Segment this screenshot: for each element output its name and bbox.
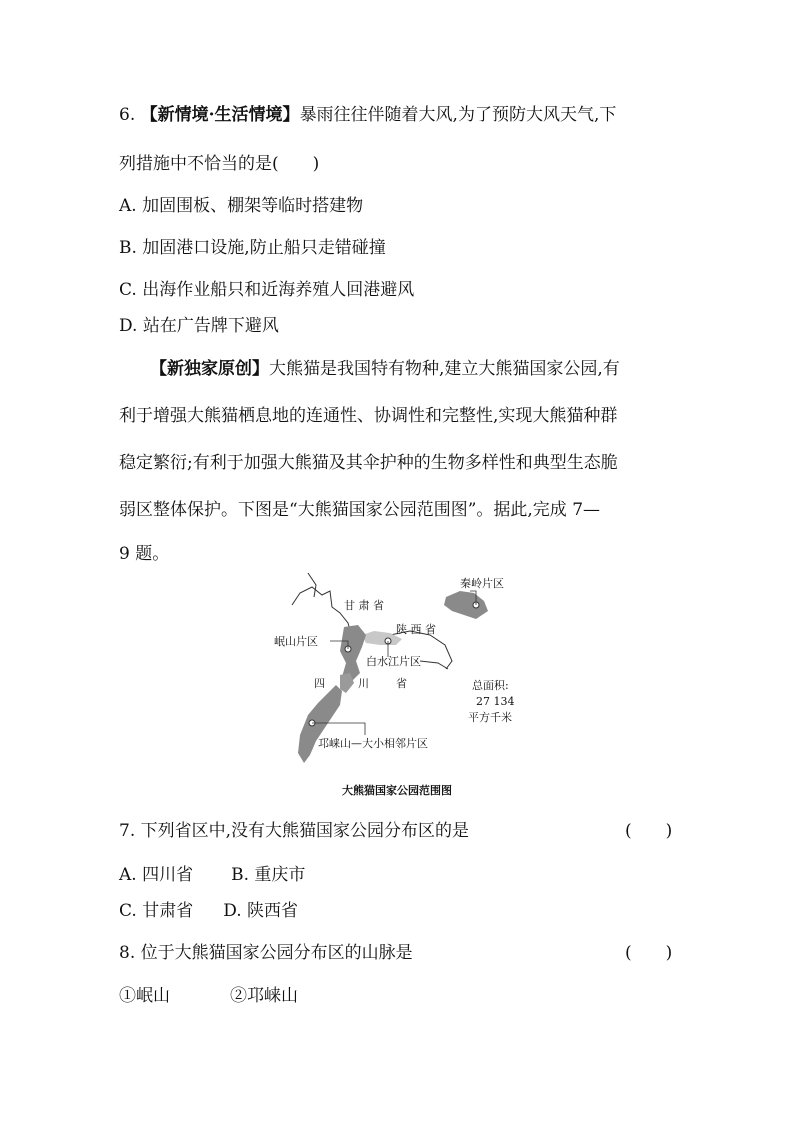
passage-tag: 【新独家原创】 xyxy=(150,359,269,379)
sichuan-border xyxy=(420,661,448,669)
passage-line4: 弱区整体保护。下图是“大熊猫国家公园范围图”。据此,完成 7— xyxy=(119,500,601,520)
q8-answer-paren: ( ) xyxy=(625,943,673,963)
q7-options-row2 xyxy=(119,900,298,922)
q7-stem: 7. 下列省区中,没有大熊猫国家公园分布区的是 xyxy=(119,821,470,841)
q7-option-b: B. 重庆市 xyxy=(231,865,306,885)
q7-option-d: D. 陕西省 xyxy=(223,901,299,921)
passage-text1: 大熊猫是我国特有物种,建立大熊猫国家公园,有 xyxy=(269,359,620,379)
label-total-area-3: 平方千米 xyxy=(468,711,512,724)
q6-option-d: D. 站在广告牌下避风 xyxy=(119,316,279,336)
q8-stem: 8. 位于大熊猫国家公园分布区的山脉是 xyxy=(119,943,413,963)
q6-number: 6. xyxy=(119,105,136,125)
q8-item-2: ②邛崃山 xyxy=(230,986,298,1006)
panda-park-map xyxy=(270,565,530,775)
passage-line2: 利于增强大熊猫栖息地的连通性、协调性和完整性,实现大熊猫种群 xyxy=(119,406,618,426)
q6-line1 xyxy=(119,104,616,126)
label-sichuan-b: 川 xyxy=(358,677,369,690)
label-qionglai: 邛崃山—大小相邻片区 xyxy=(318,737,428,750)
label-shaanxi: 陕 西 省 xyxy=(396,623,436,636)
label-baishuijiang: 白水江片区 xyxy=(366,655,421,668)
label-sichuan-a: 四 xyxy=(314,677,325,690)
gansu-border-2 xyxy=(308,573,316,597)
q6-stem1: 暴雨往往伴随着大风,为了预防大风天气,下 xyxy=(299,105,617,125)
qinling-park xyxy=(444,591,488,619)
q6-option-a: A. 加固围板、棚架等临时搭建物 xyxy=(119,196,364,216)
q7-option-c: C. 甘肃省 xyxy=(119,901,194,921)
label-minshan: 岷山片区 xyxy=(274,635,318,648)
q6-tag: 【新情境·生活情境】 xyxy=(140,105,300,125)
q7-options-row1 xyxy=(119,864,305,886)
q8-items xyxy=(119,985,298,1007)
qionglai-park xyxy=(298,685,342,763)
label-gansu: 甘 肃 省 xyxy=(344,599,384,612)
q6-stem2: 列措施中不恰当的是( ) xyxy=(119,154,320,174)
passage-line1 xyxy=(150,358,620,380)
label-total-area-1: 总面积: xyxy=(472,679,509,692)
passage-line5: 9 题。 xyxy=(119,544,170,564)
q7-option-a: A. 四川省 xyxy=(119,865,194,885)
q6-option-c: C. 出海作业船只和近海养殖人回港避风 xyxy=(119,280,415,300)
passage-line3: 稳定繁衍;有利于加强大熊猫及其伞护种的生物多样性和典型生态脆 xyxy=(119,453,618,473)
q8-item-1: ①岷山 xyxy=(119,986,170,1006)
label-total-area-2: 27 134 xyxy=(476,695,515,708)
label-sichuan-c: 省 xyxy=(396,677,407,690)
label-qinling: 秦岭片区 xyxy=(460,577,504,590)
q6-option-b: B. 加固港口设施,防止船只走错碰撞 xyxy=(119,238,386,258)
map-caption: 大熊猫国家公园范围图 xyxy=(342,784,452,797)
q7-answer-paren: ( ) xyxy=(625,821,673,841)
